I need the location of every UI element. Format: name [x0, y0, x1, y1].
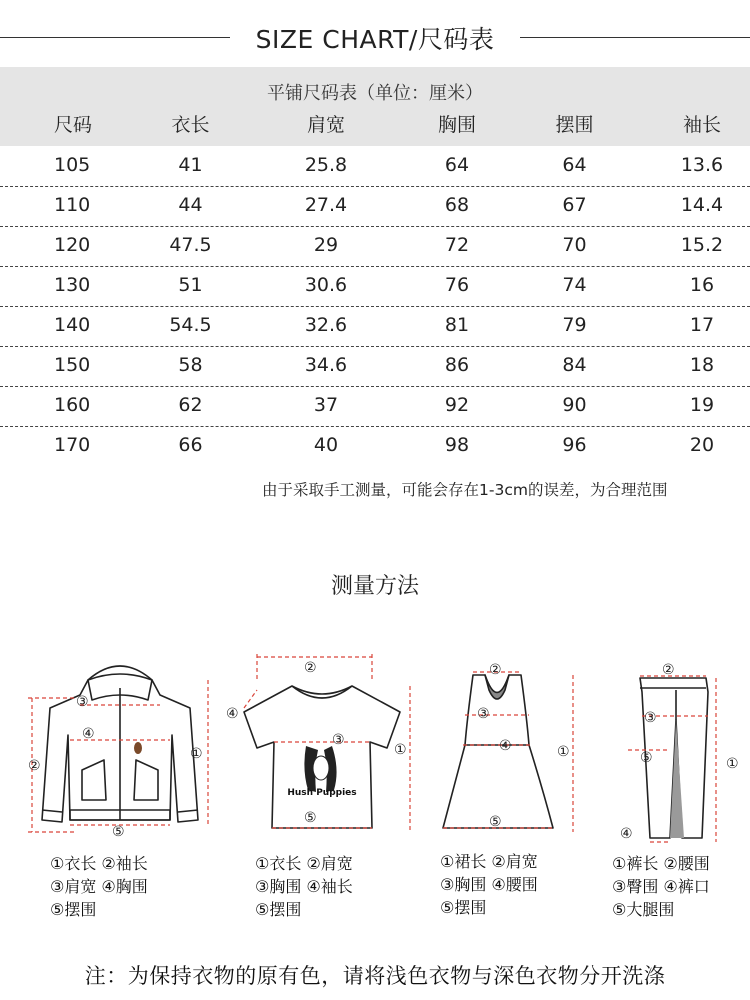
legend-line: ①裤长 ②腰围: [612, 854, 710, 873]
table-cell: 41: [178, 154, 203, 176]
column-header: 尺码: [54, 114, 93, 136]
svg-text:⑤: ⑤: [304, 810, 317, 826]
table-cell: 79: [562, 314, 587, 336]
table-cell: 81: [444, 314, 470, 336]
table-row: [0, 186, 750, 226]
svg-text:④: ④: [499, 738, 512, 754]
table-cell: 92: [444, 394, 470, 416]
table-cell: 84: [562, 354, 587, 376]
svg-text:④: ④: [620, 826, 633, 842]
svg-text:②: ②: [28, 758, 41, 774]
svg-text:②: ②: [489, 662, 502, 678]
pants-icon: [610, 660, 750, 850]
column-header: 袖长: [682, 114, 721, 136]
legend-line: ⑤摆围: [50, 900, 97, 919]
legend-line: ①衣长 ②袖长: [50, 854, 148, 873]
table-caption: 平铺尺码表（单位：厘米）: [267, 83, 483, 104]
page-title: SIZE CHART/尺码表: [255, 25, 495, 54]
wash-care-note: 注：为保持衣物的原有色，请将浅色衣物与深色衣物分开洗涤: [84, 964, 666, 988]
table-cell: 70: [562, 234, 587, 256]
table-cell: 64: [562, 154, 587, 176]
svg-text:④: ④: [82, 726, 95, 742]
svg-text:①: ①: [557, 744, 570, 760]
table-cell: 17: [689, 314, 715, 336]
table-cell: 34.6: [304, 354, 348, 376]
table-cell: 98: [444, 434, 470, 456]
table-cell: 130: [54, 274, 91, 296]
dress-icon: [425, 650, 585, 850]
legend-line: ⑤大腿围: [612, 900, 675, 919]
table-cell: 37: [313, 394, 339, 416]
table-cell: 32.6: [304, 314, 348, 336]
table-row: [0, 226, 750, 266]
svg-text:②: ②: [662, 662, 675, 678]
table-cell: 140: [54, 314, 91, 336]
column-header: 肩宽: [306, 114, 345, 136]
table-cell: 20: [689, 434, 715, 456]
svg-text:①: ①: [190, 746, 203, 762]
table-body: [0, 146, 750, 466]
table-cell: 44: [178, 194, 203, 216]
table-row: [0, 346, 750, 386]
hoodie-jacket-icon: [20, 650, 220, 850]
table-cell: 30.6: [304, 274, 348, 296]
brand-label: Hush Puppies: [287, 788, 357, 798]
table-cell: 51: [178, 274, 203, 296]
column-header: 衣长: [171, 114, 210, 136]
column-headers: [0, 113, 750, 137]
table-cell: 64: [444, 154, 470, 176]
column-header: 摆围: [555, 114, 594, 136]
svg-text:⑤: ⑤: [489, 814, 502, 830]
table-cell: 58: [178, 354, 203, 376]
table-cell: 160: [54, 394, 91, 416]
table-cell: 66: [178, 434, 203, 456]
legend-jacket: [50, 852, 148, 921]
legend-dress: [440, 850, 538, 919]
svg-text:③: ③: [76, 694, 89, 710]
table-cell: 62: [178, 394, 203, 416]
legend-line: ③胸围 ④袖长: [255, 877, 353, 896]
table-cell: 15.2: [680, 234, 724, 256]
legend-pants: [612, 852, 710, 921]
table-cell: 76: [444, 274, 470, 296]
title-row: [0, 14, 750, 60]
size-table: [0, 67, 750, 466]
svg-text:③: ③: [644, 710, 657, 726]
svg-text:②: ②: [304, 660, 317, 676]
table-cell: 19: [689, 394, 715, 416]
table-cell: 29: [313, 234, 339, 256]
table-cell: 14.4: [680, 194, 724, 216]
table-row: [0, 146, 750, 186]
legend-line: ①裙长 ②肩宽: [440, 852, 538, 871]
svg-text:①: ①: [394, 742, 407, 758]
legend-line: ③胸围 ④腰围: [440, 875, 538, 894]
table-row: [0, 306, 750, 346]
table-cell: 150: [54, 354, 91, 376]
table-cell: 68: [444, 194, 470, 216]
table-cell: 25.8: [304, 154, 348, 176]
svg-text:⑤: ⑤: [112, 824, 125, 840]
table-cell: 72: [444, 234, 470, 256]
table-row: [0, 426, 750, 466]
legend-line: ③肩宽 ④胸围: [50, 877, 148, 896]
svg-text:⑤: ⑤: [640, 750, 653, 766]
legend-line: ⑤摆围: [255, 900, 302, 919]
column-header: 胸围: [437, 114, 476, 136]
table-cell: 40: [313, 434, 339, 456]
table-cell: 170: [54, 434, 91, 456]
legend-line: ⑤摆围: [440, 898, 487, 917]
legend-line: ①衣长 ②肩宽: [255, 854, 353, 873]
table-row: [0, 266, 750, 306]
table-cell: 54.5: [169, 314, 212, 336]
table-cell: 86: [444, 354, 470, 376]
table-cell: 13.6: [680, 154, 724, 176]
table-cell: 27.4: [304, 194, 348, 216]
table-row: [0, 386, 750, 426]
table-cell: 74: [562, 274, 587, 296]
tshirt-icon: [222, 650, 422, 850]
svg-text:④: ④: [226, 706, 239, 722]
table-cell: 18: [689, 354, 715, 376]
table-cell: 16: [689, 274, 715, 296]
legend-tshirt: [255, 852, 353, 921]
table-header: [0, 67, 750, 146]
legend-line: ③臀围 ④裤口: [612, 877, 710, 896]
table-cell: 105: [54, 154, 91, 176]
svg-text:③: ③: [332, 732, 345, 748]
table-cell: 67: [562, 194, 587, 216]
measurement-note: 由于采取手工测量，可能会存在1-3cm的误差，为合理范围: [262, 481, 668, 499]
method-title: 测量方法: [330, 574, 419, 599]
svg-text:③: ③: [477, 706, 490, 722]
table-cell: 96: [562, 434, 587, 456]
title-rule-right: [520, 37, 750, 38]
svg-text:①: ①: [726, 756, 739, 772]
table-cell: 47.5: [169, 234, 212, 256]
table-cell: 110: [54, 194, 91, 216]
table-cell: 90: [562, 394, 587, 416]
table-cell: 120: [54, 234, 91, 256]
